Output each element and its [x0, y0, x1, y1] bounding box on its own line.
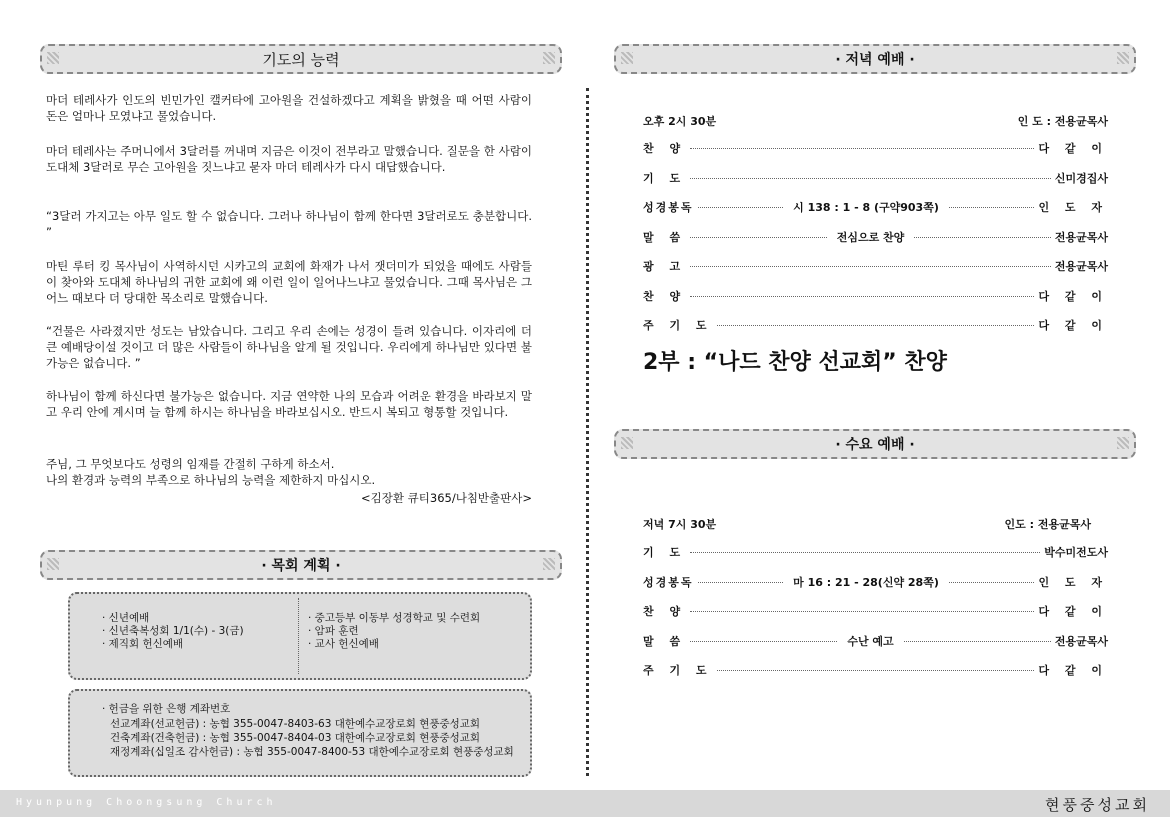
order-person: 다 같 이: [1038, 664, 1108, 677]
dotted-leader: [690, 295, 1034, 297]
order-label: 찬 양: [643, 605, 687, 618]
prayer-title: 기도의 능력: [262, 50, 340, 69]
order-person: 인 도 자: [1038, 201, 1109, 214]
order-person: 다 같 이: [1038, 142, 1108, 155]
order-detail: 마 16 : 21 - 28(신약 28쪽): [793, 575, 939, 589]
order-row: [643, 661, 1108, 679]
evening-service-banner: [614, 44, 1136, 74]
bank-heading: · 헌금을 위한 은행 계좌번호: [102, 703, 231, 715]
dotted-leader: [717, 324, 1035, 326]
evening-part2-announcement: 2부 : “나드 찬양 선교회” 찬양: [643, 350, 947, 375]
dotted-leader: [690, 147, 1034, 149]
order-row: [643, 287, 1108, 305]
order-row: [643, 169, 1108, 187]
banner-corner-decoration: [621, 52, 633, 64]
order-label: 찬 양: [643, 289, 687, 303]
wednesday-time: 저녁 7시 30분: [643, 518, 717, 531]
order-detail: 시 138 : 1 - 8 (구약903쪽): [793, 201, 939, 214]
order-label: 말 씀: [643, 230, 687, 244]
dotted-leader: [717, 669, 1035, 671]
order-label: 말 씀: [643, 634, 687, 648]
order-person: 전용균목사: [1054, 260, 1108, 273]
order-label: 성경봉독: [643, 575, 694, 589]
footer-church-name-english: Hyunpung Choongsung Church: [16, 797, 277, 808]
wednesday-service-banner: [614, 429, 1136, 459]
column-divider: [586, 88, 589, 776]
prayer-paragraph: 하나님이 함께 하신다면 불가능은 없습니다. 지금 연약한 나의 모습과 어려운 환경을 바라보지 말고 우리 안에 계시며 늘 함께 하시는 하나님을 바라보십시오. 반드시 복되고 형통할 것입니다.: [46, 389, 532, 419]
order-row: [643, 573, 1108, 591]
evening-leader: 인 도 : 전용균목사: [1017, 115, 1108, 128]
prayer-signature: <김장환 큐티365/나침반출판사>: [361, 491, 532, 505]
order-row: [643, 316, 1108, 334]
dotted-leader: [949, 206, 1035, 208]
banner-corner-decoration: [1117, 437, 1129, 449]
order-label: 기 도: [643, 171, 687, 185]
order-label: 주 기 도: [643, 664, 713, 677]
prayer-closing: 주님, 그 무엇보다도 성령의 임재를 간절히 구하게 하소서. 나의 환경과 능력의 부족으로 하나님의 능력을 제한하지 마십시오.: [46, 457, 376, 487]
prayer-paragraph: “건물은 사라졌지만 성도는 남았습니다. 그리고 우리 손에는 성경이 들려 있습니다. 이자리에 더 큰 예배당이설 것이고 더 많은 사람들이 하나님을 알게 될 것입니다. 우리에게 하나님만 있다면 불가능은 없습니다. ”: [46, 324, 532, 370]
plan-item: · 신년예배: [102, 612, 150, 624]
prayer-paragraph: 마더 테레사가 인도의 빈민가인 캘커타에 고아원을 건설하겠다고 계획을 밝혔을 때 어떤 사람이 돈은 얼마나 모였냐고 물었습니다.: [46, 93, 532, 123]
plan-item: · 암파 훈련: [308, 625, 359, 637]
order-person: 신미경집사: [1054, 171, 1108, 185]
plan-item: · 신년축복성회 1/1(수) - 3(금): [102, 625, 244, 637]
order-label: 성경봉독: [643, 201, 694, 214]
plan-title: · 목회 계획 ·: [261, 558, 341, 574]
prayer-paragraph: “3달러 가지고는 아무 일도 할 수 없습니다. 그러나 하나님이 함께 한다면 3달러로도 충분합니다. ”: [46, 209, 532, 239]
order-detail: 전심으로 찬양: [836, 230, 905, 244]
order-row: [643, 198, 1108, 216]
banner-corner-decoration: [47, 52, 59, 64]
bank-account-line: 재정계좌(십일조 감사헌금) : 농협 355-0047-8400-53 대한예수교장로회 현풍중성교회: [110, 746, 514, 758]
order-label: 주 기 도: [643, 319, 713, 332]
banner-corner-decoration: [621, 437, 633, 449]
banner-corner-decoration: [1117, 52, 1129, 64]
dotted-leader: [690, 610, 1034, 612]
evening-service-title: · 저녁 예배 ·: [835, 52, 915, 68]
order-row: [643, 228, 1108, 246]
evening-time: 오후 2시 30분: [643, 115, 717, 128]
order-person: 다 같 이: [1038, 319, 1108, 332]
banner-corner-decoration: [47, 558, 59, 570]
plan-box: [68, 592, 532, 680]
banner-corner-decoration: [543, 52, 555, 64]
order-person: 전용균목사: [1054, 230, 1109, 244]
dotted-leader: [698, 206, 784, 208]
dotted-leader: [904, 640, 1051, 642]
dotted-leader: [690, 177, 1051, 179]
order-row: [643, 257, 1108, 275]
dotted-leader: [690, 551, 1040, 553]
order-person: 다 같 이: [1038, 605, 1108, 618]
wednesday-header: [643, 516, 1091, 532]
order-person: 다 같 이: [1038, 289, 1108, 303]
plan-title-banner: [40, 550, 562, 580]
plan-item: · 중고등부 이동부 성경학교 및 수련회: [308, 612, 481, 624]
prayer-paragraph: 마더 테레사는 주머니에서 3달러를 꺼내며 지금은 이것이 전부라고 말했습니다. 질문을 한 사람이 도대체 3달러로 무슨 고아원을 짓느냐고 묻자 마더 테레사가 다시 대답했습니다.: [46, 144, 532, 174]
plan-item: · 교사 헌신예배: [308, 638, 379, 650]
dotted-leader: [690, 236, 827, 238]
order-row: [643, 602, 1108, 620]
wednesday-service-title: · 수요 예배 ·: [835, 437, 915, 453]
order-label: 찬 양: [643, 142, 687, 155]
bank-account-box: [68, 689, 532, 777]
bank-account-line: 건축계좌(건축헌금) : 농협 355-0047-8404-03 대한예수교장로회 현풍중성교회: [110, 732, 481, 744]
banner-corner-decoration: [543, 558, 555, 570]
plan-box-divider: [298, 598, 299, 674]
dotted-leader: [690, 265, 1051, 267]
bank-account-line: 선교계좌(선교헌금) : 농협 355-0047-8403-63 대한예수교장로회 현풍중성교회: [110, 718, 481, 730]
wednesday-leader: 인도 : 전용균목사: [1004, 518, 1091, 531]
plan-list-left: [102, 612, 244, 651]
order-person: 인 도 자: [1038, 575, 1109, 589]
order-person: 박수미전도사: [1044, 546, 1108, 559]
footer-church-name-korean: 현풍중성교회: [1045, 796, 1150, 814]
plan-list-right: [308, 612, 480, 651]
order-person: 전용균목사: [1054, 634, 1109, 648]
dotted-leader: [698, 581, 784, 583]
dotted-leader: [949, 581, 1035, 583]
order-row: [643, 139, 1108, 157]
order-row: [643, 543, 1108, 561]
dotted-leader: [914, 236, 1051, 238]
plan-item: · 제직회 헌신예배: [102, 638, 184, 650]
order-label: 광 고: [643, 260, 687, 273]
order-label: 기 도: [643, 546, 687, 559]
order-row: [643, 632, 1108, 650]
evening-header: [643, 113, 1108, 129]
prayer-title-banner: [40, 44, 562, 74]
order-detail: 수난 예고: [847, 634, 894, 648]
dotted-leader: [690, 640, 837, 642]
prayer-paragraph: 마틴 루터 킹 목사님이 사역하시던 시카고의 교회에 화재가 나서 잿더미가 되었을 때에도 사람들이 찾아와 도대체 하나님의 귀한 교회에 왜 이런 일이 일어나느냐고 물었습니다. 그때 목사님은 그 어느 때보다 더 당대한 목소리로 말했습니다.: [46, 259, 532, 305]
footer-bar: [0, 790, 1170, 817]
